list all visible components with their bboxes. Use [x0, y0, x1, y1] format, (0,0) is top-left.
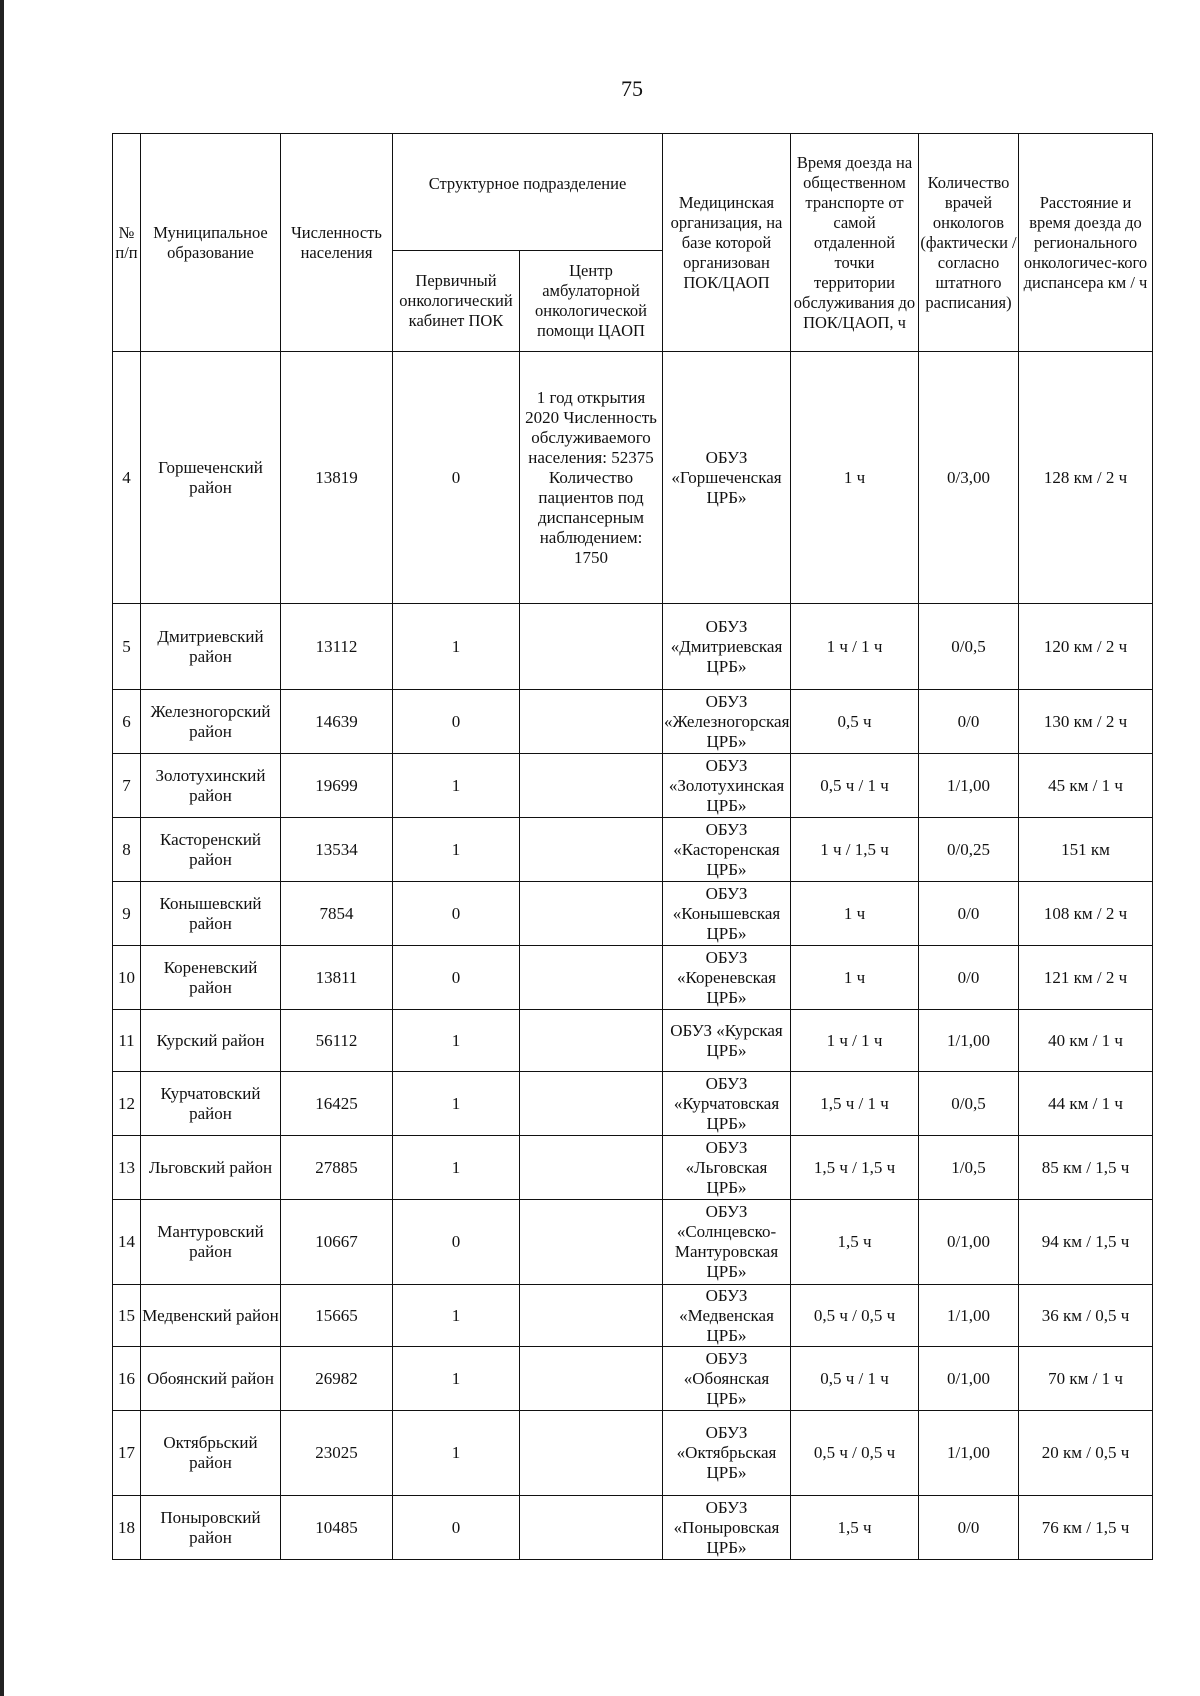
cell-num: 12 [113, 1072, 141, 1136]
cell-travel-time: 1 ч [791, 352, 919, 604]
cell-travel-time: 0,5 ч / 1 ч [791, 1347, 919, 1411]
table-row [113, 1072, 1153, 1136]
header-caop: Центр амбулаторной онкологической помощи ЦАОП [520, 251, 663, 352]
header-distance: Расстояние и время доезда до регионального онкологичес-кого диспансера км / ч [1019, 134, 1153, 352]
cell-caop [520, 1200, 663, 1285]
cell-travel-time: 1,5 ч / 1,5 ч [791, 1136, 919, 1200]
cell-num: 16 [113, 1347, 141, 1411]
cell-distance: 120 км / 2 ч [1019, 604, 1153, 690]
cell-med-org: ОБУЗ «Курчатовская ЦРБ» [663, 1072, 791, 1136]
cell-municipality: Касторенский район [141, 818, 281, 882]
cell-num: 17 [113, 1411, 141, 1496]
cell-med-org: ОБУЗ «Льговская ЦРБ» [663, 1136, 791, 1200]
cell-travel-time: 0,5 ч / 0,5 ч [791, 1411, 919, 1496]
cell-population: 56112 [281, 1010, 393, 1072]
cell-caop: 1 год открытия 2020 Численность обслуживаемого населения: 52375 Количество пациентов под диспансерным наблюдением: 1750 [520, 352, 663, 604]
cell-pok: 0 [393, 1496, 520, 1560]
cell-distance: 45 км / 1 ч [1019, 754, 1153, 818]
cell-distance: 76 км / 1,5 ч [1019, 1496, 1153, 1560]
cell-med-org: ОБУЗ «Конышевская ЦРБ» [663, 882, 791, 946]
cell-med-org: ОБУЗ «Обоянская ЦРБ» [663, 1347, 791, 1411]
table-row [113, 1200, 1153, 1285]
cell-municipality: Железногорский район [141, 690, 281, 754]
table-row [113, 1285, 1153, 1347]
table-row [113, 1411, 1153, 1496]
cell-travel-time: 1 ч / 1 ч [791, 1010, 919, 1072]
cell-distance: 85 км / 1,5 ч [1019, 1136, 1153, 1200]
cell-municipality: Дмитриевский район [141, 604, 281, 690]
cell-municipality: Кореневский район [141, 946, 281, 1010]
cell-num: 8 [113, 818, 141, 882]
cell-travel-time: 1 ч [791, 882, 919, 946]
cell-pok: 1 [393, 1136, 520, 1200]
cell-population: 10485 [281, 1496, 393, 1560]
cell-med-org: ОБУЗ «Курская ЦРБ» [663, 1010, 791, 1072]
cell-municipality: Конышевский район [141, 882, 281, 946]
cell-pok: 1 [393, 1285, 520, 1347]
header-oncologists: Количество врачей онкологов (фактически / согласно штатного расписания) [919, 134, 1019, 352]
cell-oncologists: 0/1,00 [919, 1347, 1019, 1411]
table-row [113, 1496, 1153, 1560]
table-row [113, 1136, 1153, 1200]
cell-travel-time: 1 ч / 1,5 ч [791, 818, 919, 882]
page-number: 75 [621, 76, 643, 101]
cell-med-org: ОБУЗ «Горшеченская ЦРБ» [663, 352, 791, 604]
header-num: № п/п [113, 134, 141, 352]
cell-distance: 36 км / 0,5 ч [1019, 1285, 1153, 1347]
cell-pok: 0 [393, 352, 520, 604]
cell-caop [520, 1411, 663, 1496]
cell-travel-time: 1,5 ч / 1 ч [791, 1072, 919, 1136]
cell-num: 10 [113, 946, 141, 1010]
cell-population: 15665 [281, 1285, 393, 1347]
table-row [113, 604, 1153, 690]
cell-population: 13819 [281, 352, 393, 604]
cell-oncologists: 0/0,5 [919, 1072, 1019, 1136]
cell-distance: 44 км / 1 ч [1019, 1072, 1153, 1136]
table-row [113, 690, 1153, 754]
cell-oncologists: 0/3,00 [919, 352, 1019, 604]
cell-travel-time: 1 ч [791, 946, 919, 1010]
cell-pok: 1 [393, 818, 520, 882]
cell-pok: 1 [393, 604, 520, 690]
table-row [113, 818, 1153, 882]
cell-population: 13534 [281, 818, 393, 882]
cell-med-org: ОБУЗ «Медвенская ЦРБ» [663, 1285, 791, 1347]
cell-med-org: ОБУЗ «Дмитриевская ЦРБ» [663, 604, 791, 690]
cell-num: 18 [113, 1496, 141, 1560]
cell-num: 14 [113, 1200, 141, 1285]
cell-caop [520, 882, 663, 946]
cell-municipality: Курский район [141, 1010, 281, 1072]
cell-med-org: ОБУЗ «Железногорская ЦРБ» [663, 690, 791, 754]
header-population: Численность населения [281, 134, 393, 352]
cell-population: 16425 [281, 1072, 393, 1136]
cell-population: 23025 [281, 1411, 393, 1496]
cell-caop [520, 1285, 663, 1347]
table-row [113, 754, 1153, 818]
table-row [113, 882, 1153, 946]
cell-travel-time: 0,5 ч / 1 ч [791, 754, 919, 818]
cell-population: 7854 [281, 882, 393, 946]
cell-population: 13112 [281, 604, 393, 690]
cell-travel-time: 1 ч / 1 ч [791, 604, 919, 690]
cell-distance: 128 км / 2 ч [1019, 352, 1153, 604]
cell-caop [520, 1496, 663, 1560]
cell-municipality: Октябрьский район [141, 1411, 281, 1496]
cell-oncologists: 1/1,00 [919, 1010, 1019, 1072]
table-row [113, 1010, 1153, 1072]
cell-pok: 0 [393, 1200, 520, 1285]
table-row [113, 352, 1153, 604]
cell-oncologists: 0/0,5 [919, 604, 1019, 690]
cell-distance: 151 км [1019, 818, 1153, 882]
cell-pok: 1 [393, 1347, 520, 1411]
cell-distance: 70 км / 1 ч [1019, 1347, 1153, 1411]
cell-pok: 1 [393, 754, 520, 818]
cell-municipality: Льговский район [141, 1136, 281, 1200]
cell-population: 26982 [281, 1347, 393, 1411]
cell-oncologists: 0/0,25 [919, 818, 1019, 882]
cell-pok: 0 [393, 690, 520, 754]
cell-num: 5 [113, 604, 141, 690]
cell-oncologists: 0/0 [919, 882, 1019, 946]
cell-num: 7 [113, 754, 141, 818]
header-travel-time: Время доезда на общественном транспорте от самой отдаленной точки территории обслуживания до ПОК/ЦАОП, ч [791, 134, 919, 352]
header-structural-unit: Структурное подразделение [393, 134, 663, 251]
cell-num: 15 [113, 1285, 141, 1347]
cell-oncologists: 1/0,5 [919, 1136, 1019, 1200]
cell-municipality: Курчатовский район [141, 1072, 281, 1136]
cell-distance: 108 км / 2 ч [1019, 882, 1153, 946]
cell-population: 10667 [281, 1200, 393, 1285]
cell-caop [520, 604, 663, 690]
cell-pok: 1 [393, 1010, 520, 1072]
table-body [113, 352, 1153, 1560]
cell-population: 14639 [281, 690, 393, 754]
cell-num: 9 [113, 882, 141, 946]
cell-med-org: ОБУЗ «Золотухинская ЦРБ» [663, 754, 791, 818]
cell-travel-time: 0,5 ч / 0,5 ч [791, 1285, 919, 1347]
table-row [113, 1347, 1153, 1411]
cell-med-org: ОБУЗ «Кореневская ЦРБ» [663, 946, 791, 1010]
cell-caop [520, 1010, 663, 1072]
cell-municipality: Поныровский район [141, 1496, 281, 1560]
scan-edge [0, 0, 4, 1696]
cell-oncologists: 1/1,00 [919, 1285, 1019, 1347]
cell-travel-time: 1,5 ч [791, 1496, 919, 1560]
cell-municipality: Медвенский район [141, 1285, 281, 1347]
cell-municipality: Обоянский район [141, 1347, 281, 1411]
header-pok: Первичный онкологический кабинет ПОК [393, 251, 520, 352]
cell-oncologists: 1/1,00 [919, 1411, 1019, 1496]
cell-med-org: ОБУЗ «Солнцевско-Мантуровская ЦРБ» [663, 1200, 791, 1285]
cell-population: 27885 [281, 1136, 393, 1200]
cell-num: 11 [113, 1010, 141, 1072]
cell-distance: 130 км / 2 ч [1019, 690, 1153, 754]
cell-caop [520, 1072, 663, 1136]
cell-caop [520, 946, 663, 1010]
cell-municipality: Горшеченский район [141, 352, 281, 604]
cell-distance: 20 км / 0,5 ч [1019, 1411, 1153, 1496]
cell-municipality: Золотухинский район [141, 754, 281, 818]
cell-oncologists: 0/0 [919, 946, 1019, 1010]
cell-distance: 121 км / 2 ч [1019, 946, 1153, 1010]
cell-oncologists: 0/0 [919, 1496, 1019, 1560]
cell-caop [520, 1347, 663, 1411]
cell-med-org: ОБУЗ «Октябрьская ЦРБ» [663, 1411, 791, 1496]
cell-med-org: ОБУЗ «Поныровская ЦРБ» [663, 1496, 791, 1560]
table-row [113, 946, 1153, 1010]
cell-num: 6 [113, 690, 141, 754]
cell-pok: 0 [393, 946, 520, 1010]
cell-travel-time: 1,5 ч [791, 1200, 919, 1285]
cell-num: 13 [113, 1136, 141, 1200]
cell-oncologists: 1/1,00 [919, 754, 1019, 818]
cell-distance: 40 км / 1 ч [1019, 1010, 1153, 1072]
cell-oncologists: 0/0 [919, 690, 1019, 754]
cell-distance: 94 км / 1,5 ч [1019, 1200, 1153, 1285]
cell-caop [520, 818, 663, 882]
cell-population: 19699 [281, 754, 393, 818]
cell-pok: 1 [393, 1411, 520, 1496]
cell-travel-time: 0,5 ч [791, 690, 919, 754]
cell-med-org: ОБУЗ «Касторенская ЦРБ» [663, 818, 791, 882]
cell-population: 13811 [281, 946, 393, 1010]
cell-caop [520, 754, 663, 818]
cell-pok: 1 [393, 1072, 520, 1136]
cell-num: 4 [113, 352, 141, 604]
oncology-table [112, 133, 1153, 1560]
header-municipality: Муниципальное образование [141, 134, 281, 352]
cell-municipality: Мантуровский район [141, 1200, 281, 1285]
cell-caop [520, 690, 663, 754]
cell-caop [520, 1136, 663, 1200]
header-med-org: Медицинская организация, на базе которой организован ПОК/ЦАОП [663, 134, 791, 352]
cell-pok: 0 [393, 882, 520, 946]
cell-oncologists: 0/1,00 [919, 1200, 1019, 1285]
